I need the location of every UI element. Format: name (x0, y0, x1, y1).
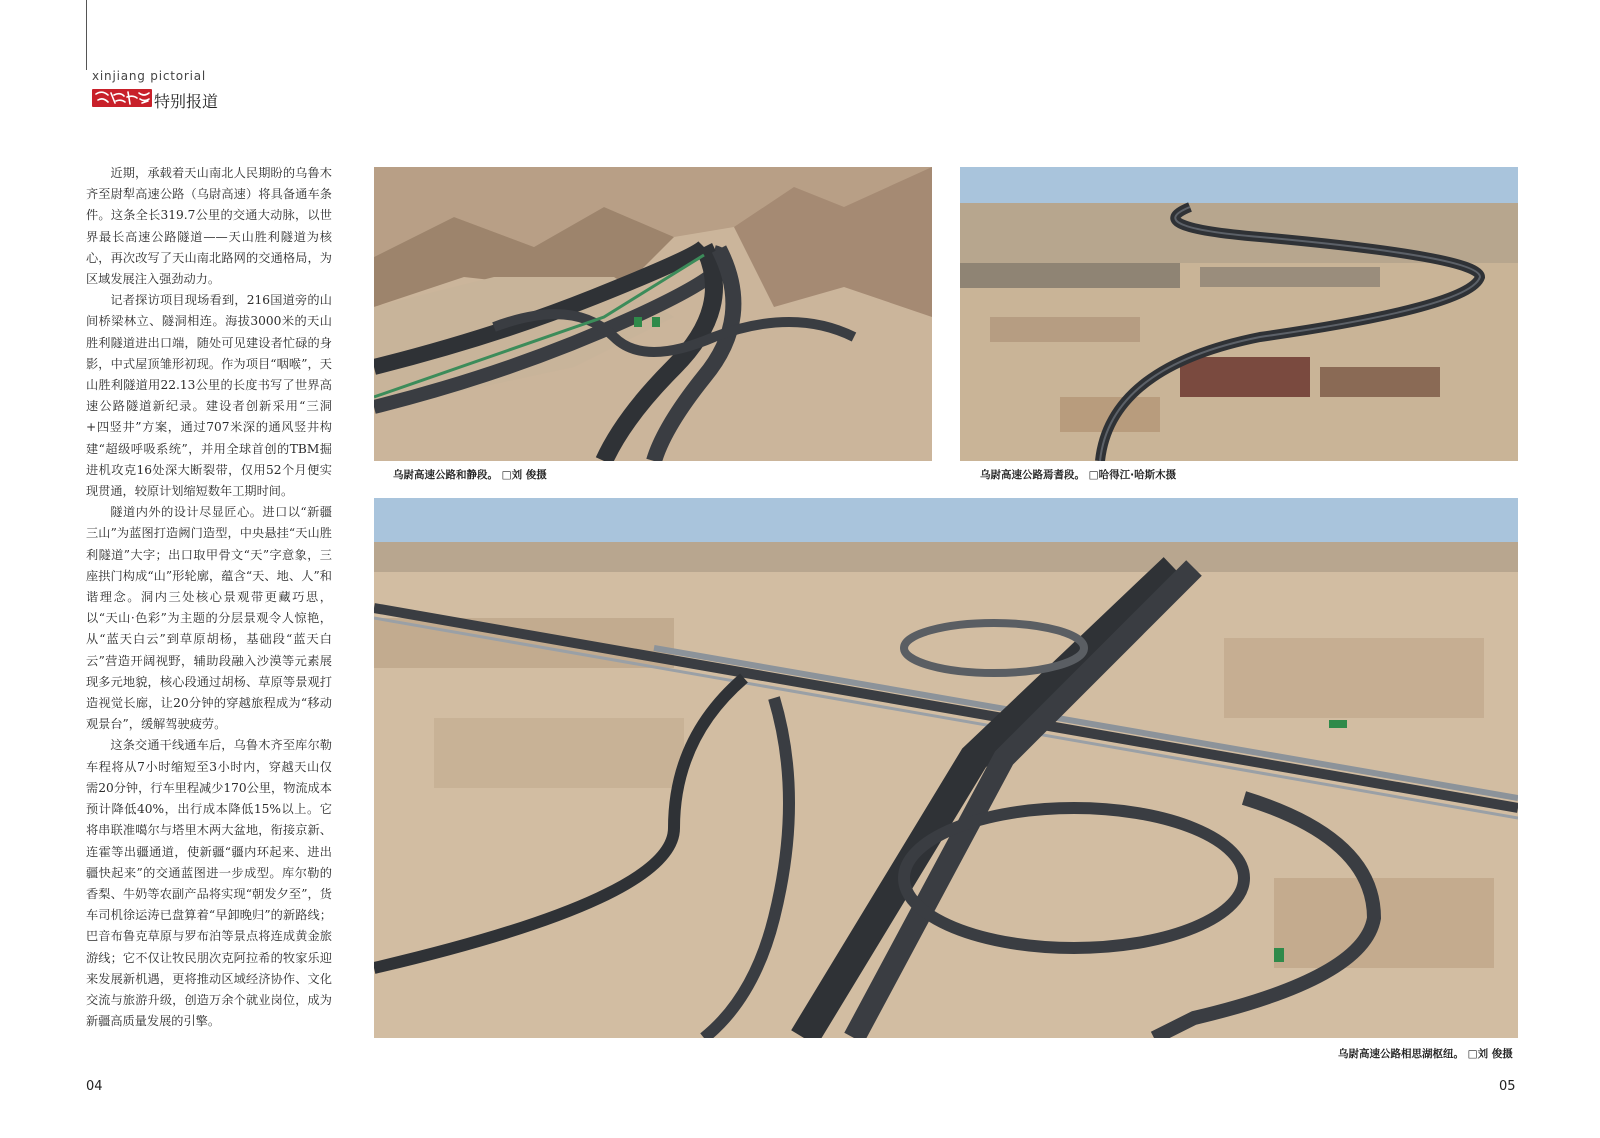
masthead-english: xinjiang pictorial (92, 69, 207, 83)
article-paragraph: 记者探访项目现场看到，216国道旁的山间桥梁林立、隧洞相连。海拔3000米的天山胜利隧道进出口端，随处可见建设者忙碌的身影，中式屋顶雏形初现。作为项目“咽喉”，天山胜利隧道用22.13公里的长度书写了世界高速公路隧道新纪录。建设者创新采用“三洞+四竖井”方案，通过707米深的通风竖井构建“超级呼吸系统”，并用全球首创的TBM掘进机攻克16处深大断裂带，仅用52个月便实现贯通，较原计划缩短数年工期时间。 (86, 293, 332, 499)
article-paragraph: 近期，承载着天山南北人民期盼的乌鲁木齐至尉犁高速公路（乌尉高速）将具备通车条件。这条全长319.7公里的交通大动脉，以世界最长高速公路隧道——天山胜利隧道为核心，再次改写了天山南北路网的交通格局，为区域发展注入强劲动力。 (86, 166, 332, 287)
photo-hejing-section (374, 167, 932, 461)
article-paragraph: 隧道内外的设计尽显匠心。进口以“新疆三山”为蓝图打造阙门造型，中央悬挂“天山胜利隧道”大字；出口取甲骨文“天”字意象，三座拱门构成“山”形轮廓，蕴含“天、地、人”和谐理念。洞内三处核心景观带更藏巧思，以“天山·色彩”为主题的分层景观令人惊艳，从“蓝天白云”到草原胡杨，基础段“蓝天白云”营造开阔视野，辅助段融入沙漠等元素展现多元地貌，核心段通过胡杨、草原等景观打造视觉长廊，让20分钟的穿越旅程成为“移动观景台”，缓解驾驶疲劳。 (86, 505, 332, 732)
page-number-right: 05 (1499, 1079, 1516, 1094)
article-paragraph: 这条交通干线通车后，乌鲁木齐至库尔勒车程将从7小时缩短至3小时内，穿越天山仅需20分钟，行车里程减少170公里，物流成本预计降低40%，出行成本降低15%以上。它将串联准噶尔与塔里木两大盆地，衔接京新、连霍等出疆通道，使新疆“疆内环起来、进出疆快起来”的交通蓝图进一步成型。库尔勒的香梨、牛奶等农副产品将实现“朝发夕至”，货车司机徐运涛已盘算着“早卸晚归”的新路线；巴音布鲁克草原与罗布泊等景点将连成黄金旅游线；它不仅让牧民朋次克阿拉希的牧家乐迎来发展新机遇，更将推动区域经济协作、文化交流与旅游升级，创造万余个就业岗位，成为新疆高质量发展的引擎。 (86, 738, 332, 1029)
photo-xiangsihu-interchange (374, 498, 1518, 1038)
photo-caption: 乌尉高速公路相思湖枢纽。 □刘 俊摄 (1338, 1048, 1513, 1060)
photo-caption: 乌尉高速公路和静段。 □刘 俊摄 (393, 469, 547, 481)
magazine-logo (92, 88, 154, 108)
article-body (86, 163, 332, 1032)
photo-caption: 乌尉高速公路焉耆段。 □哈得江·哈斯木摄 (980, 469, 1177, 481)
section-title: 特别报道 (154, 92, 219, 111)
header-rule (86, 0, 87, 70)
photo-yanqi-section (960, 167, 1518, 461)
page-number-left: 04 (86, 1079, 103, 1094)
